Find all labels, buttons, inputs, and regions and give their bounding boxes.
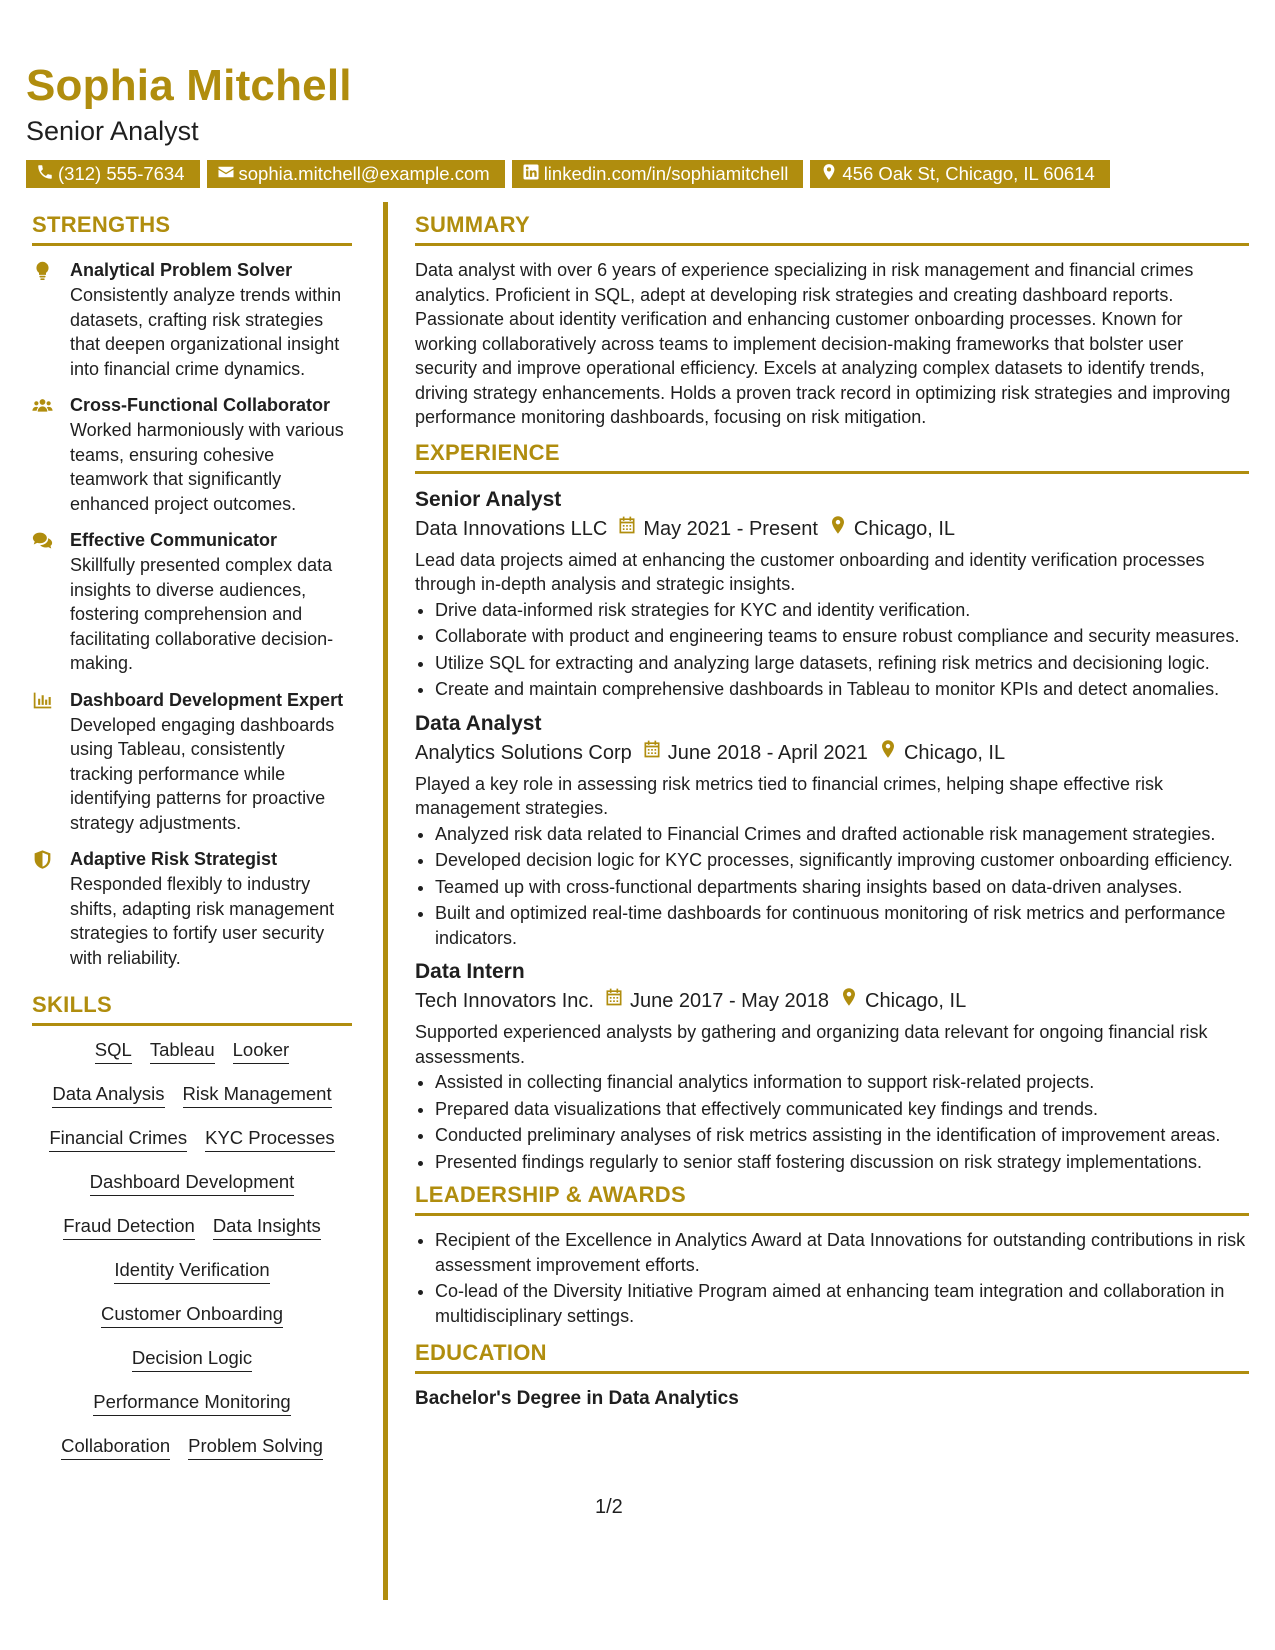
job-location: Chicago, IL bbox=[865, 990, 967, 1012]
job-entry bbox=[415, 486, 1249, 702]
envelope-icon bbox=[217, 163, 235, 186]
job-dates: May 2021 - Present bbox=[643, 517, 818, 540]
bullet-item: • Conducted preliminary analyses of risk metrics assisting in the identification of improvement areas. bbox=[435, 1123, 1249, 1148]
job-company: Data Innovations LLC bbox=[415, 517, 608, 540]
job-dates: June 2017 - May 2018 bbox=[629, 990, 830, 1012]
contact-phone-text: (312) 555-7634 bbox=[58, 163, 185, 184]
bullet-item: • Co-lead of the Diversity Initiative Program aimed at enhancing team integration and collaboration in multidisciplinary settings. bbox=[435, 1279, 1249, 1328]
strength-item bbox=[32, 393, 352, 516]
job-dates: June 2018 - April 2021 bbox=[667, 741, 868, 764]
job-meta bbox=[415, 738, 1249, 768]
job-bullets bbox=[415, 598, 1249, 702]
skill-row bbox=[93, 1390, 290, 1416]
contact-bar bbox=[26, 160, 1226, 188]
job-meta bbox=[415, 986, 1249, 1016]
summary-heading: SUMMARY bbox=[415, 212, 1249, 246]
job-description: Supported experienced analysts by gathering and organizing data relevant for ongoing financial risk assessments. bbox=[415, 1022, 1208, 1067]
leadership-heading: LEADERSHIP & AWARDS bbox=[415, 1182, 1249, 1216]
skill-tag: Looker bbox=[233, 1038, 290, 1064]
skill-tag: Customer Onboarding bbox=[101, 1302, 283, 1328]
bullet-item: • Drive data-informed risk strategies for KYC and identity verification. bbox=[435, 598, 1249, 623]
skill-row bbox=[61, 1434, 323, 1460]
left-column bbox=[32, 212, 352, 1478]
skill-tag: Tableau bbox=[150, 1038, 215, 1064]
skill-tag: Risk Management bbox=[183, 1082, 332, 1108]
bullet-item: • Utilize SQL for extracting and analyzing large datasets, refining risk metrics and decisioning logic. bbox=[435, 651, 1249, 676]
strength-desc: Consistently analyze trends within datasets, crafting risk strategies that deepen organizational insight into financial crime dynamics. bbox=[70, 285, 342, 379]
job-bullets bbox=[415, 1070, 1249, 1174]
bullet-item: • Collaborate with product and engineering teams to ensure robust compliance and security measures. bbox=[435, 624, 1249, 649]
leadership-bullets bbox=[415, 1228, 1249, 1328]
resume-header bbox=[26, 60, 1226, 188]
contact-phone[interactable] bbox=[26, 160, 200, 188]
skill-tag: SQL bbox=[95, 1038, 132, 1064]
bullet-item: • Recipient of the Excellence in Analytics Award at Data Innovations for outstanding contributions in risk assessment improvement efforts. bbox=[435, 1228, 1249, 1277]
skill-tag: Dashboard Development bbox=[90, 1170, 295, 1196]
right-column bbox=[415, 212, 1249, 1412]
strength-title: Effective Communicator bbox=[70, 530, 278, 550]
strength-item bbox=[32, 688, 352, 836]
strength-title: Adaptive Risk Strategist bbox=[70, 849, 278, 869]
education-degree: Bachelor's Degree in Data Analytics bbox=[415, 1388, 739, 1409]
skill-tag: Problem Solving bbox=[188, 1434, 323, 1460]
contact-address[interactable] bbox=[810, 160, 1109, 188]
strength-item bbox=[32, 528, 352, 676]
skill-row bbox=[101, 1302, 283, 1328]
skill-row bbox=[95, 1038, 289, 1064]
skill-row bbox=[49, 1126, 334, 1152]
strength-title: Dashboard Development Expert bbox=[70, 689, 344, 710]
skill-row bbox=[114, 1258, 269, 1284]
bar-chart-icon bbox=[32, 688, 70, 836]
calendar-icon bbox=[632, 738, 668, 768]
skill-tag: Decision Logic bbox=[132, 1346, 252, 1372]
bullet-item: • Create and maintain comprehensive dashboards in Tableau to monitor KPIs and detect anomalies. bbox=[435, 677, 1249, 702]
skills-list bbox=[32, 1038, 352, 1478]
contact-linkedin-text: linkedin.com/in/sophiamitchell bbox=[543, 163, 789, 184]
skill-tag: Data Insights bbox=[213, 1214, 321, 1240]
job-meta bbox=[415, 514, 1249, 544]
skill-tag: Identity Verification bbox=[114, 1258, 269, 1284]
strength-title: Cross-Functional Collaborator bbox=[70, 395, 331, 415]
skill-tag: Financial Crimes bbox=[49, 1126, 187, 1152]
strength-desc: Worked harmoniously with various teams, ensuring cohesive teamwork that significantly enhanced project outcomes. bbox=[70, 420, 344, 514]
strength-item bbox=[32, 258, 352, 381]
job-location: Chicago, IL bbox=[853, 517, 956, 540]
skill-row bbox=[63, 1214, 321, 1240]
strength-item bbox=[32, 847, 352, 970]
job-company: Tech Innovators Inc. bbox=[415, 990, 594, 1012]
skill-row bbox=[132, 1346, 252, 1372]
strength-title: Analytical Problem Solver bbox=[70, 260, 293, 280]
experience-heading: EXPERIENCE bbox=[415, 440, 1249, 474]
lightbulb-icon bbox=[32, 258, 70, 381]
contact-address-text: 456 Oak St, Chicago, IL 60614 bbox=[842, 163, 1095, 184]
page-number: 1/2 bbox=[595, 1496, 623, 1518]
job-entry bbox=[415, 710, 1249, 951]
skill-tag: Performance Monitoring bbox=[93, 1390, 290, 1416]
skill-row bbox=[52, 1082, 331, 1108]
contact-linkedin[interactable] bbox=[512, 160, 804, 188]
job-title: Data Intern bbox=[415, 960, 525, 983]
users-icon bbox=[32, 393, 70, 516]
skill-row bbox=[90, 1170, 295, 1196]
skills-heading: SKILLS bbox=[32, 992, 352, 1026]
job-bullets bbox=[415, 822, 1249, 951]
bullet-item: • Built and optimized real-time dashboards for continuous monitoring of risk metrics and performance indicators. bbox=[435, 901, 1249, 950]
bullet-item: • Assisted in collecting financial analytics information to support risk-related projects. bbox=[435, 1070, 1249, 1095]
job-title: Senior Analyst bbox=[415, 487, 562, 511]
strength-desc: Responded flexibly to industry shifts, adapting risk management strategies to fortify user security with reliability. bbox=[70, 874, 335, 968]
bullet-item: • Prepared data visualizations that effectively communicated key findings and trends. bbox=[435, 1097, 1249, 1122]
column-divider bbox=[383, 202, 388, 1600]
map-pin-icon bbox=[868, 738, 904, 768]
job-description: Played a key role in assessing risk metrics tied to financial crimes, helping shape effective risk management strategies. bbox=[415, 773, 1164, 818]
job-description: Lead data projects aimed at enhancing the customer onboarding and identity verification processes through in-depth analysis and strategic insights. bbox=[415, 549, 1205, 594]
contact-email[interactable] bbox=[207, 160, 505, 188]
map-pin-icon bbox=[820, 163, 838, 186]
summary-text: Data analyst with over 6 years of experience specializing in risk management and financial crimes analytics. Proficient in SQL, adept at developing risk strategies and creating dashboard reports. Passionate about identity verification and enhancing customer onboarding processes. Known for working collaboratively across teams to implement decision-making frameworks that bolster user security and improve operational efficiency. Excels at analyzing complex datasets to identify trends, driving strategy enhancements. Holds a proven track record in optimizing risk strategies and improving performance monitoring dashboards, focusing on risk mitigation. bbox=[415, 260, 1231, 427]
contact-email-text: sophia.mitchell@example.com bbox=[238, 163, 490, 184]
education-heading: EDUCATION bbox=[415, 1340, 1249, 1374]
map-pin-icon bbox=[818, 514, 854, 544]
calendar-icon bbox=[607, 514, 643, 544]
skill-tag: KYC Processes bbox=[205, 1126, 335, 1152]
strength-desc: Developed engaging dashboards using Tableau, consistently tracking performance while identifying patterns for proactive strategy adjustments. bbox=[70, 714, 335, 833]
candidate-name: Sophia Mitchell bbox=[26, 61, 352, 110]
strength-desc: Skillfully presented complex data insights to diverse audiences, fostering comprehension and facilitating collaborative decision-making. bbox=[70, 555, 334, 673]
candidate-role: Senior Analyst bbox=[26, 116, 199, 146]
linkedin-icon bbox=[522, 163, 540, 186]
bullet-item: • Presented findings regularly to senior staff fostering discussion on risk strategy implementations. bbox=[435, 1150, 1249, 1175]
comments-icon bbox=[32, 528, 70, 676]
bullet-item: • Teamed up with cross-functional departments sharing insights based on data-driven analyses. bbox=[435, 875, 1249, 900]
skill-tag: Fraud Detection bbox=[63, 1214, 195, 1240]
bullet-item: • Analyzed risk data related to Financial Crimes and drafted actionable risk management strategies. bbox=[435, 822, 1249, 847]
bullet-item: • Developed decision logic for KYC processes, significantly improving customer onboarding efficiency. bbox=[435, 848, 1249, 873]
shield-icon bbox=[32, 847, 70, 970]
skill-tag: Data Analysis bbox=[52, 1082, 164, 1108]
job-company: Analytics Solutions Corp bbox=[415, 741, 632, 764]
job-entry bbox=[415, 958, 1249, 1174]
strengths-heading: STRENGTHS bbox=[32, 212, 352, 246]
job-title: Data Analyst bbox=[415, 711, 542, 735]
phone-icon bbox=[36, 163, 54, 186]
map-pin-icon bbox=[829, 986, 865, 1016]
job-location: Chicago, IL bbox=[903, 741, 1006, 764]
calendar-icon bbox=[594, 986, 630, 1016]
skill-tag: Collaboration bbox=[61, 1434, 170, 1460]
